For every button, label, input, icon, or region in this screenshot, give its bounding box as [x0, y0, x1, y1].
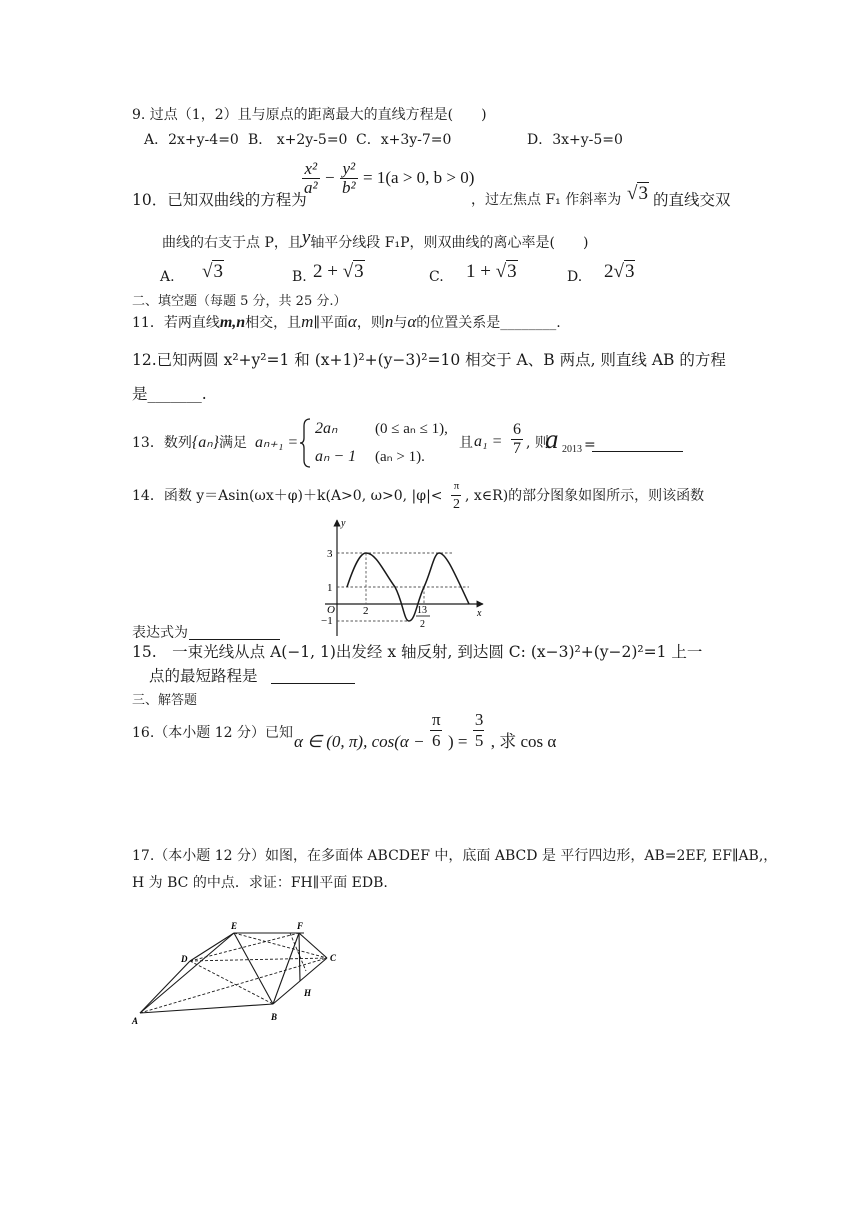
q14-line1b: , x∈R)的部分图象如图所示，则该函数 [465, 488, 705, 504]
q10-line2: 曲线的右支于点 P，且y轴平分线段 F₁P，则双曲线的离心率是( ) [162, 227, 589, 251]
q15-line1: 15. 一束光线从点 A(−1, 1)出发经 x 轴反射, 到达圆 C: (x−3)²+(y−2)²=1 上一 [132, 643, 703, 661]
graph-y-label: y [341, 518, 346, 529]
q10-option-d-value: 2√3 [604, 261, 635, 282]
q10-lead: 10．已知双曲线的方程为 [132, 191, 307, 209]
graph-tick-3: 3 [327, 548, 333, 560]
edge-AE [140, 933, 234, 1013]
graph-tick-minus1: −1 [321, 615, 333, 627]
q13-a2013: a [545, 424, 559, 454]
edge-DE [190, 933, 234, 961]
q14-line1a: 14．函数 y＝Asin(ωx＋φ)＋k(A>0, ω>0, |φ|< [132, 488, 443, 504]
section-fill-in-heading: 二、填空题（每题 5 分，共 25 分.） [132, 294, 347, 309]
q11-line: 11．若两直线m,n相交，且m∥平面α，则n与α的位置关系是________. [132, 312, 561, 331]
q10-option-d: D. [567, 269, 583, 285]
vertex-C: C [330, 953, 337, 963]
q13-cond1: (0 ≤ aₙ ≤ 1), [375, 421, 448, 437]
vertex-H: H [304, 988, 312, 998]
vertex-E: E [231, 921, 238, 931]
q15-line2: 点的最短路程是 [149, 667, 258, 685]
graph-origin: O [327, 604, 335, 616]
q14-pi-frac: $\frac{\pi}{2}$ [453, 480, 460, 512]
q17-line1: 17.（本小题 12 分）如图，在多面体 ABCDEF 中，底面 ABCD 是 平行四边形，AB=2EF, EF∥AB,， [132, 848, 778, 864]
q13-given: 且 [459, 435, 473, 451]
q10-option-b-value: 2 + √3 [313, 261, 364, 282]
q10-equation: $\frac{\text{x²}}{\text{a²}}$ − $\frac{\text{y²}}{\text{b²}}$ = 1(a > 0, b > 0) [304, 159, 475, 197]
q10-option-a: A. [160, 269, 175, 285]
edge-DC-hidden [190, 958, 327, 961]
q13-eq: = [584, 437, 596, 453]
q14-line2: 表达式为 [132, 625, 188, 641]
q10-slope: √3 [627, 183, 648, 204]
q9-stem: 9. 过点（1，2）且与原点的距离最大的直线方程是( ) [132, 107, 487, 123]
q10-frac-x: $\frac{\text{x²}}{\text{a²}}$ [304, 159, 318, 197]
q13-answer-blank[interactable] [592, 437, 683, 452]
vertex-A: A [132, 1016, 139, 1026]
graph-tick-1: 1 [327, 582, 333, 594]
q16-lead: 16.（本小题 12 分）已知 [132, 725, 293, 741]
q14-function-graph [320, 516, 490, 640]
edge-AC-hidden [140, 958, 327, 1013]
vertex-D: D [181, 954, 188, 964]
q10-mid: ，过左焦点 F₁ 作斜率为 [471, 192, 622, 208]
q13-frac-six-sevenths: $\frac{6}{7}$ [513, 421, 521, 457]
q13-a1: a₁ = [474, 433, 503, 450]
q13-sub2013: 2013 [562, 444, 582, 455]
q14-answer-blank[interactable] [189, 625, 280, 640]
section-solutions-heading: 三、解答题 [132, 693, 198, 708]
graph-x-label: x [477, 608, 482, 619]
vertex-B: B [271, 1012, 278, 1022]
edge-DB-hidden [190, 961, 273, 1004]
q13-brace [300, 418, 312, 468]
q13-lhs: aₙ₊₁ = [255, 434, 299, 451]
q12-line1: 12.已知两圆 x²+y²=1 和 (x+1)²+(y−3)²=10 相交于 A、B 两点, 则直线 AB 的方程 [132, 351, 726, 369]
q17-polyhedron-figure [130, 916, 350, 1026]
q16-expression: α ∈ (0, π), cos(α − $\frac{\pi}{6}$ ) = $\frac{3}{5}$ , 求 cos α [294, 710, 557, 751]
q9-option-b: B． x+2y-5=0 [248, 132, 348, 148]
q9-option-c: C．x+3y-7=0 [356, 132, 452, 148]
q13-cond2: (aₙ > 1). [375, 449, 425, 465]
q10-option-a-value: √3 [202, 261, 223, 282]
q15-answer-blank[interactable] [271, 669, 355, 684]
q13-lead: 13．数列{aₙ}满足 [132, 434, 247, 451]
edge-DF-hidden [190, 933, 299, 961]
edge-EB [234, 933, 273, 1004]
vertex-F: F [297, 921, 304, 931]
graph-tick-13: 13 [417, 605, 427, 616]
q10-option-c: C. [429, 269, 444, 285]
q12-line2: 是_______. [132, 385, 207, 403]
q13-then: , 则 [526, 435, 549, 451]
edge-AB [140, 1004, 273, 1013]
q9-option-d: D．3x+y-5=0 [527, 132, 623, 148]
q13-case2: aₙ − 1 [315, 448, 357, 465]
q9-option-a: A．2x+y-4=0 [144, 132, 239, 148]
graph-tick-13-den: 2 [420, 619, 425, 630]
q17-line2: H 为 BC 的中点．求证：FH∥平面 EDB. [132, 875, 388, 891]
q10-option-b: B. [292, 269, 307, 285]
graph-tick-2: 2 [363, 605, 369, 617]
q10-frac-y: $\frac{\text{y²}}{\text{b²}}$ [342, 159, 356, 197]
q13-case1: 2aₙ [315, 420, 338, 437]
q10-option-c-value: 1 + √3 [466, 261, 517, 282]
q10-tail: 的直线交双 [653, 191, 731, 209]
